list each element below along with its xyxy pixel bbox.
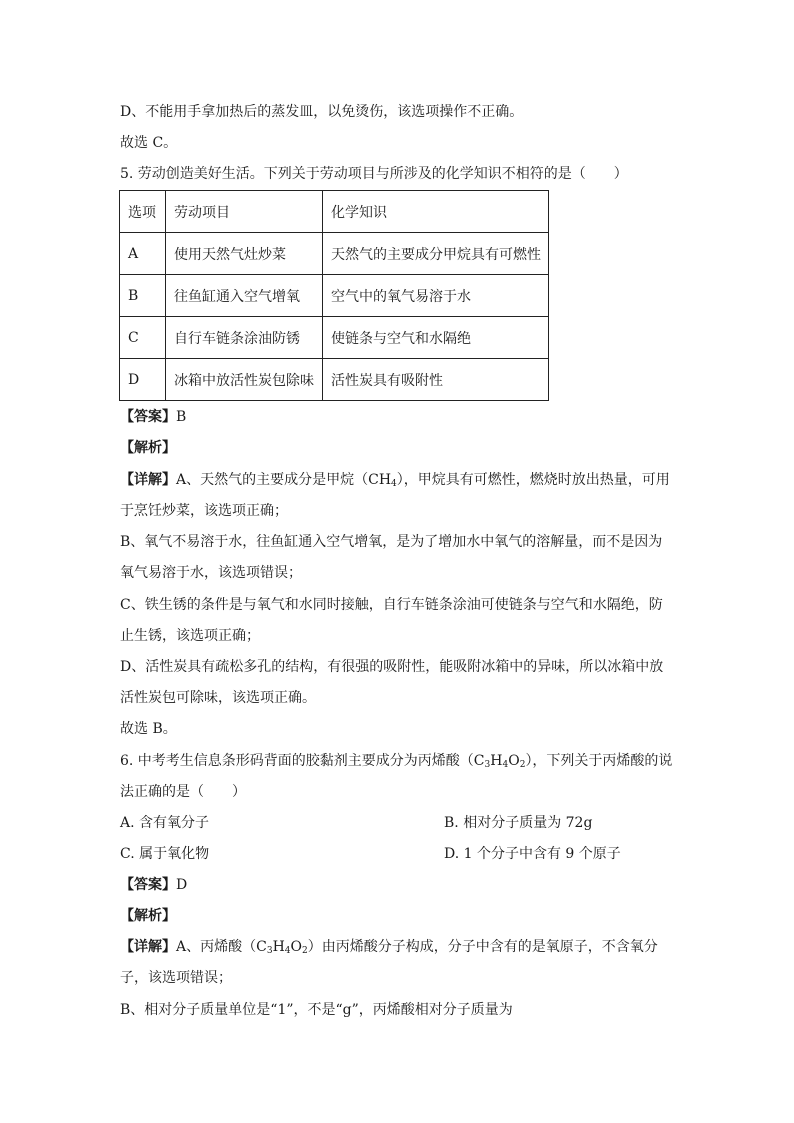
stem-text: H — [490, 753, 503, 769]
stem-text: 6. 中考考生信息条形码背面的胶黏剂主要成分为丙烯酸（C — [120, 753, 485, 769]
q6-option-a: A. 含有氧分子 — [120, 815, 210, 831]
q4-option-d-explanation: D、不能用手拿加热后的蒸发皿，以免烫伤，该选项操作不正确。 — [120, 104, 524, 120]
q5-stem: 5. 劳动创造美好生活。下列关于劳动项目与所涉及的化学知识不相符的是（ ） — [120, 166, 628, 182]
table-row — [120, 359, 549, 401]
subscript: 3 — [484, 760, 491, 770]
table-cell: C — [120, 317, 166, 359]
table-cell: 使链条与空气和水隔绝 — [323, 317, 549, 359]
q5-detail-b-line1: B、氧气不易溶于水，往鱼缸通入空气增氧，是为了增加水中氧气的溶解量，而不是因为 — [120, 534, 663, 550]
q5-conclusion: 故选 B。 — [120, 721, 177, 737]
q6-detail-a-line1 — [120, 937, 658, 957]
detail-text: A、天然气的主要成分是甲烷（CH — [176, 472, 392, 488]
detail-text: H — [272, 939, 285, 955]
q4-conclusion: 故选 C。 — [120, 135, 178, 151]
table-cell: 天然气的主要成分甲烷具有可燃性 — [323, 233, 549, 275]
q5-detail-a-line2: 于烹饪炒菜，该选项正确； — [120, 503, 288, 519]
subscript: 4 — [284, 946, 291, 956]
table-row — [120, 317, 549, 359]
q6-option-d: D. 1 个分子中含有 9 个原子 — [444, 846, 621, 862]
q6-option-b: B. 相对分子质量为 72g — [444, 815, 593, 831]
table-cell: D — [120, 359, 166, 401]
stem-text: ），下列关于丙烯酸的说 — [525, 753, 673, 769]
q5-detail-a-line1 — [120, 470, 670, 490]
subscript: 3 — [266, 946, 273, 956]
table-header-cell: 选项 — [120, 191, 166, 233]
subscript: 2 — [519, 760, 526, 770]
detail-label: 【详解】 — [120, 472, 176, 488]
table-header-cell: 劳动项目 — [166, 191, 323, 233]
q6-analysis-label: 【解析】 — [120, 908, 176, 924]
q6-answer — [120, 875, 187, 895]
table-cell: 活性炭具有吸附性 — [323, 359, 549, 401]
table-cell: 使用天然气灶炒菜 — [166, 233, 323, 275]
q5-analysis-label: 【解析】 — [120, 440, 176, 456]
q6-stem-line1 — [120, 751, 672, 771]
answer-value: D — [176, 877, 188, 893]
q5-detail-c-line1: C、铁生锈的条件是与氧气和水同时接触，自行车链条涂油可使链条与空气和水隔绝，防 — [120, 597, 663, 613]
q5-answer — [120, 407, 186, 427]
table-row — [120, 275, 549, 317]
answer-value: B — [176, 409, 187, 425]
detail-label: 【详解】 — [120, 939, 176, 955]
q5-table — [119, 190, 549, 401]
table-cell: 自行车链条涂油防锈 — [166, 317, 323, 359]
detail-text: O — [290, 939, 302, 955]
subscript: 4 — [391, 479, 397, 489]
stem-text: O — [508, 753, 520, 769]
table-cell: A — [120, 233, 166, 275]
table-cell: 冰箱中放活性炭包除味 — [166, 359, 323, 401]
q6-detail-a-line2: 子，该选项错误； — [120, 970, 232, 986]
table-header-row — [120, 191, 549, 233]
q5-detail-d-line2: 活性炭包可除味，该选项正确。 — [120, 690, 316, 706]
table-header-cell: 化学知识 — [323, 191, 549, 233]
table-row — [120, 233, 549, 275]
answer-label: 【答案】 — [120, 877, 176, 893]
detail-text: A、丙烯酸（C — [176, 939, 267, 955]
table-cell: B — [120, 275, 166, 317]
q6-detail-b-line1: B、相对分子质量单位是“1”，不是“g”，丙烯酸相对分子质量为 — [120, 1002, 513, 1018]
table-cell: 往鱼缸通入空气增氧 — [166, 275, 323, 317]
q5-detail-d-line1: D、活性炭具有疏松多孔的结构，有很强的吸附性，能吸附冰箱中的异味，所以冰箱中放 — [120, 659, 664, 675]
q5-detail-c-line2: 止生锈，该选项正确； — [120, 628, 260, 644]
subscript: 4 — [502, 760, 509, 770]
detail-text: ）由丙烯酸分子构成，分子中含有的是氧原子，不含氧分 — [307, 939, 658, 955]
q6-stem-line2: 法正确的是（ ） — [120, 784, 246, 800]
table-cell: 空气中的氧气易溶于水 — [323, 275, 549, 317]
answer-label: 【答案】 — [120, 409, 176, 425]
q6-option-c: C. 属于氧化物 — [120, 846, 210, 862]
subscript: 2 — [302, 946, 308, 956]
detail-text: ），甲烷具有可燃性，燃烧时放出热量，可用 — [396, 472, 670, 488]
q5-detail-b-line2: 氧气易溶于水，该选项错误； — [120, 565, 302, 581]
